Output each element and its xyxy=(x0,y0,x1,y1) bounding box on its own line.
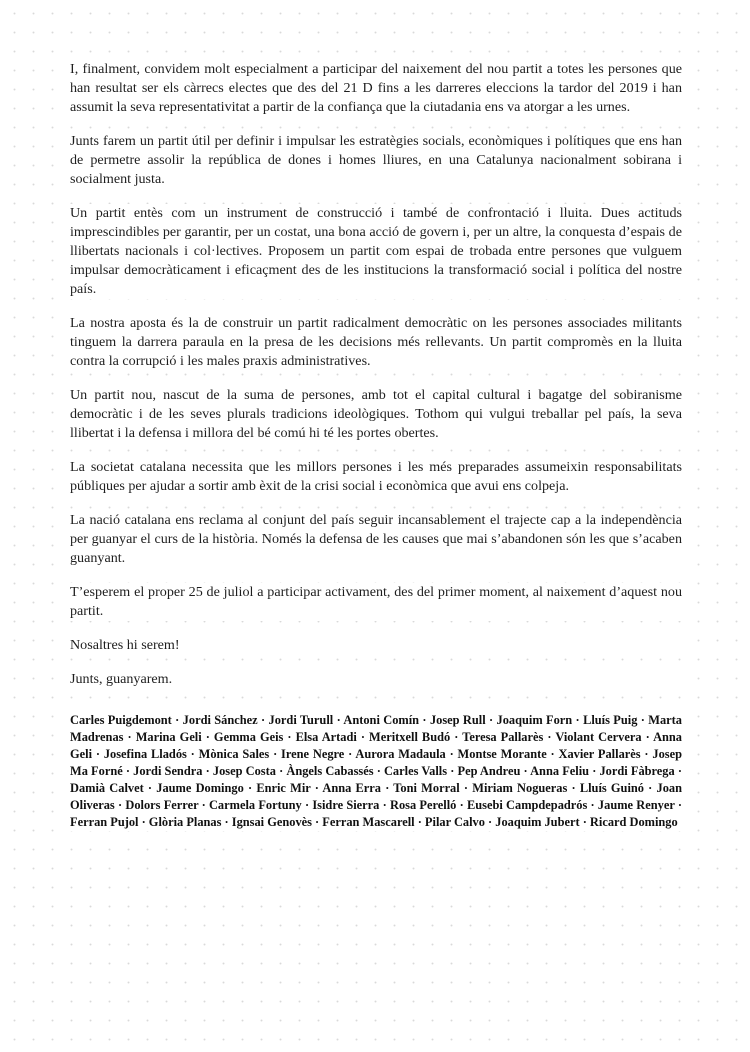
paragraph-invitation-date: T’esperem el proper 25 de juliol a participar activament, des del primer moment, al naixement d’aquest nou partit. xyxy=(70,584,682,619)
paragraph-invitation-elected-officials: I, finalment, convidem molt especialment a participar del naixement del nou partit a totes les persones que han resultat ser els càrrecs electes que des del 21 D fins a les darreres eleccions la tardor del 2019 i han assumit la seva representativitat a partir de la confiança que la ciutadania ens va atorgar a les urnes. xyxy=(70,61,682,115)
paragraph-catalan-nation: La nació catalana ens reclama al conjunt del país seguir incansablement el trajecte cap a la independència per guanyar el curs de la història. Només la defensa de les causes que mai s’abandonen són les que s’acaben guanyant. xyxy=(70,512,682,566)
paragraph-catalan-society: La societat catalana necessita que les millors persones i les més preparades assumeixin responsabilitats públiques per ajudar a sortir amb èxit de la crisi social i econòmica que avui ens colpeja. xyxy=(70,459,682,494)
paragraph-new-party: Un partit nou, nascut de la suma de persones, amb tot el capital cultural i bagatge del sobiranisme democràtic i de les seves plurals tradicions ideològiques. Tothom qui vulgui treballar pel país, la seva llibertat i la defensa i millora del bé comú hi té les portes obertes. xyxy=(70,387,682,441)
paragraph-useful-party: Junts farem un partit útil per definir i impulsar les estratègies socials, econòmiques i polítiques que ens han de permetre assolir la república de dones i homes lliures, en una Catalunya nacionalment sobirana i socialment justa. xyxy=(70,133,682,187)
paragraph-democratic-party: La nostra aposta és la de construir un partit radicalment democràtic on les persones associades militants tinguem la darrera paraula en la presa de les decisions més rellevants. Un partit compromès en la lluita contra la corrupció i les males praxis administratives. xyxy=(70,315,682,369)
letter-body xyxy=(70,60,682,704)
paragraph-instrument-of-construction: Un partit entès com un instrument de construcció i també de confrontació i lluita. Dues actituds imprescindibles per garantir, per un costat, una bona acció de govern i, per un altre, la conquesta d’espais de llibertats nacionals i col·lectives. Proposem un partit com espai de trobada entre persones que vulguem impulsar democràticament i eficaçment des de les institucions la transformació social i política del nostre país. xyxy=(70,205,682,297)
closing-line-together-we-win: Junts, guanyarem. xyxy=(70,670,682,689)
signatories-list: Carles Puigdemont · Jordi Sánchez · Jordi Turull · Antoni Comín · Josep Rull · Joaquim Forn · Lluís Puig · Marta Madrenas · Marina Geli · Gemma Geis · Elsa Artadi · Meritxell Budó · Teresa Pallarès · Violant Cervera · Anna Geli · Josefina Lladós · Mònica Sales · Irene Negre · Aurora Madaula · Montse Morante · Xavier Pallarès · Josep Ma Forné · Jordi Sendra · Josep Costa · Àngels Cabassés · Carles Valls · Pep Andreu · Anna Feliu · Jordi Fàbrega · Damià Calvet · Jaume Domingo · Enric Mir · Anna Erra · Toni Morral · Miriam Nogueras · Lluís Guinó · Joan Oliveras · Dolors Ferrer · Carmela Fortuny · Isidre Sierra · Rosa Perelló · Eusebi Campdepadrós · Jaume Renyer · Ferran Pujol · Glòria Planas · Ignsai Genovès · Ferran Mascarell · Pilar Calvo · Joaquim Jubert · Ricard Domingo xyxy=(70,713,682,829)
closing-line-we-will-be-there: Nosaltres hi serem! xyxy=(70,636,682,655)
